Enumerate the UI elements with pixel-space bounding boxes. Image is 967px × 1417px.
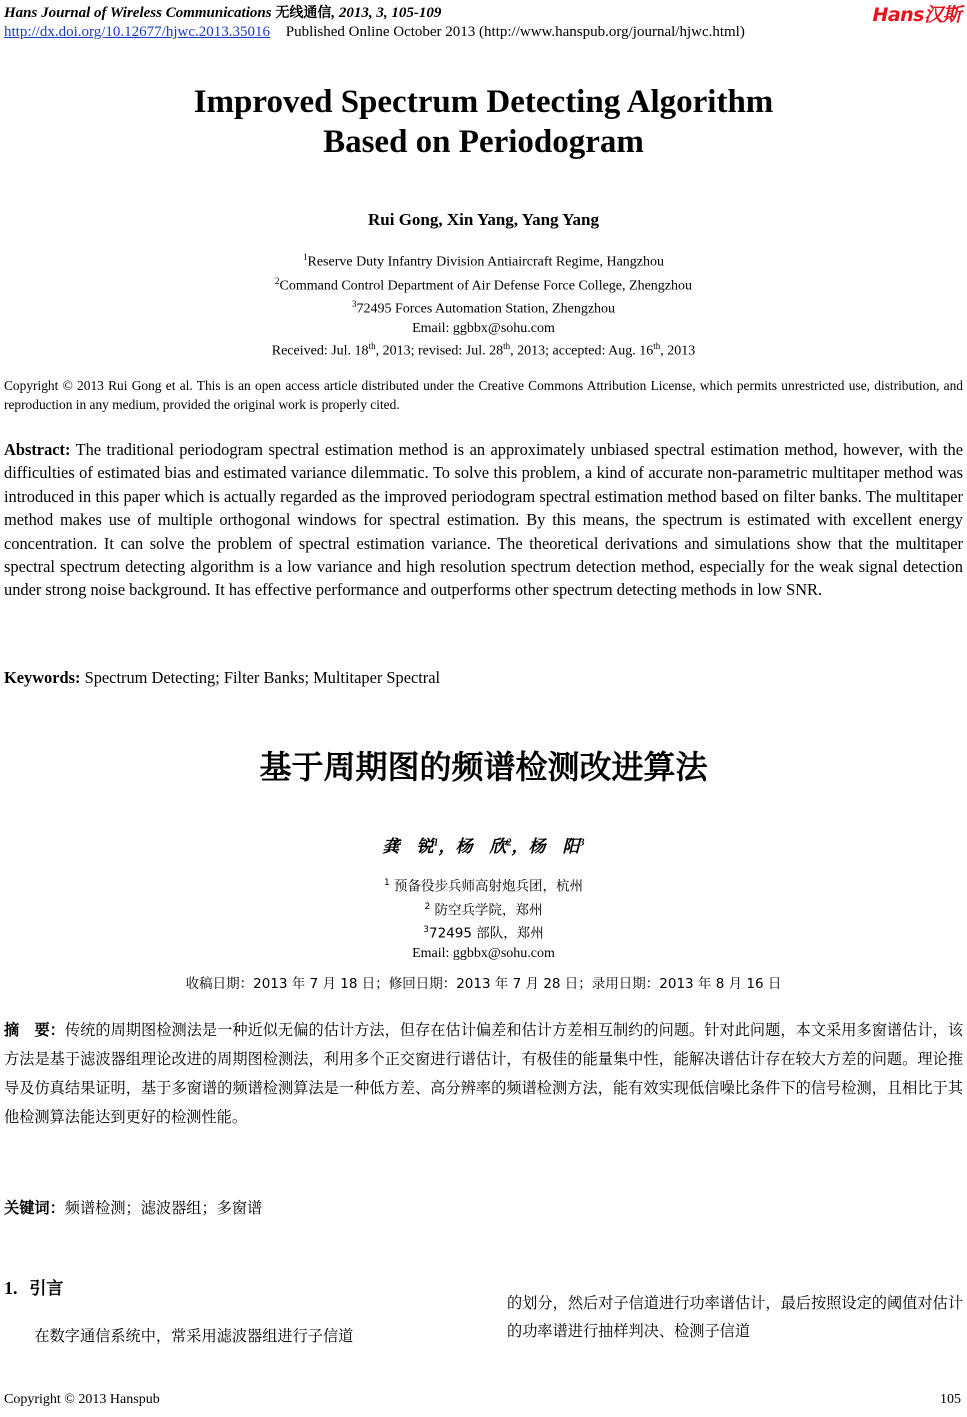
doi-link[interactable]: http://dx.doi.org/10.12677/hjwc.2013.35016 <box>4 24 270 40</box>
cn-affiliation-3: $^3$72495 部队，郑州 <box>423 925 544 942</box>
affiliation-1: $^1$Reserve Duty Infantry Division Antiaircraft Regime, Hangzhou <box>302 252 664 270</box>
title-line-2: Based on Periodogram <box>323 124 644 160</box>
cn-affiliations <box>0 873 967 964</box>
cn-email: Email: ggbbx@sohu.com <box>412 945 555 961</box>
keywords-label: Keywords: <box>4 668 81 687</box>
keywords <box>4 668 440 688</box>
journal-volume: , 2013, 3, 105-109 <box>331 5 442 21</box>
affiliation-3: $^3$72495 Forces Automation Station, Zhengzhou <box>351 299 616 317</box>
abstract-label: Abstract: <box>4 440 71 459</box>
body-left-column: 在数字通信系统中，常采用滤波器组进行子信道 <box>34 1327 354 1345</box>
body-right-column: 的划分，然后对子信道进行功率谱估计，最后按照设定的阈值对估计的功率谱进行抽样判决、检测子信道 <box>507 1294 963 1340</box>
cn-affiliation-2: $^2$ 防空兵学院，郑州 <box>424 901 543 918</box>
journal-name-cn: 无线通信 <box>275 5 332 21</box>
affiliation-2: $^2$Command Control Department of Air Defense Force College, Zhengzhou <box>274 275 692 294</box>
affiliations <box>0 248 967 338</box>
abstract <box>4 438 963 602</box>
cn-authors: 龚 锐$^1$，杨 欣$^2$，杨 阳$^3$ <box>382 837 585 857</box>
journal-header <box>4 2 441 22</box>
cn-abstract-label: 摘 要： <box>4 1021 65 1039</box>
section-heading: 1. 引言 <box>4 1278 64 1299</box>
cn-keywords-label: 关键词： <box>4 1199 65 1217</box>
email: Email: ggbbx@sohu.com <box>412 320 555 336</box>
paper-title <box>0 82 967 162</box>
page-number: 105 <box>940 1392 961 1407</box>
cn-affiliation-1: $^1$ 预备役步兵师高射炮兵团，杭州 <box>383 878 584 895</box>
cn-keywords <box>4 1197 262 1218</box>
abstract-text: The traditional periodogram spectral estimation method is an approximately unbiased spectral estimation method, however, with the difficulties of estimated bias and estimated variance dilemmatic. To solve this problem, a kind of accurate non-parametric multitaper method was introduced in this paper which is actually regarded as the improved periodogram spectral estimation method based on filter banks. The multitaper method makes use of multiple orthogonal windows for spectral estimation. By this means, the spectrum is estimated with excellent energy concentration. It can solve the problem of spectral estimation variance. The theoretical derivations and simulations show that the multitaper spectral spectrum detecting algorithm is a low variance and high resolution spectrum detection method, especially for the weak signal detection under strong noise background. It has effective performance and outperforms other spectrum detecting methods in low SNR. <box>4 440 963 600</box>
cn-title: 基于周期图的频谱检测改进算法 <box>259 748 708 786</box>
authors: Rui Gong, Xin Yang, Yang Yang <box>368 210 599 229</box>
cn-abstract-text: 传统的周期图检测法是一种近似无偏的估计方法，但存在估计偏差和估计方差相互制约的问题。针对此问题，本文采用多窗谱估计，该方法是基于滤波器组理论改进的周期图检测法，利用多个正交窗进行谱估计，有极佳的能量集中性，能解决谱估计存在较大方差的问题。理论推导及仿真结果证明，基于多窗谱的频谱检测算法是一种低方差、高分辨率的频谱检测方法，能有效实现低信噪比条件下的信号检测，且相比于其他检测算法能达到更好的检测性能。 <box>4 1021 964 1126</box>
footer-copyright: Copyright © 2013 Hanspub <box>4 1392 160 1407</box>
copyright-note: Copyright © 2013 Rui Gong et al. This is an open access article distributed under the Creative Commons Attribution License, which permits unrestricted use, distribution, and reproduction in any medium, provided the original work is properly cited. <box>4 378 963 412</box>
cn-received-dates: 收稿日期：2013 年 7 月 18 日；修回日期：2013 年 7 月 28 日；录用日期：2013 年 8 月 16 日 <box>185 976 782 992</box>
keywords-text: Spectrum Detecting; Filter Banks; Multitaper Spectral <box>84 668 441 687</box>
cn-keywords-text: 频谱检测；滤波器组；多窗谱 <box>64 1199 263 1217</box>
doi-line <box>4 24 745 41</box>
received-dates: Received: Jul. 18th, 2013; revised: Jul. 28th, 2013; accepted: Aug. 16th, 2013 <box>271 341 696 359</box>
journal-name-en: Hans Journal of Wireless Communications <box>4 5 272 21</box>
published-online: Published Online October 2013 (http://www.hanspub.org/journal/hjwc.html) <box>285 24 745 40</box>
title-line-1: Improved Spectrum Detecting Algorithm <box>193 84 774 120</box>
publisher-logo: Hans汉斯 <box>872 4 961 26</box>
cn-abstract <box>4 1016 963 1132</box>
